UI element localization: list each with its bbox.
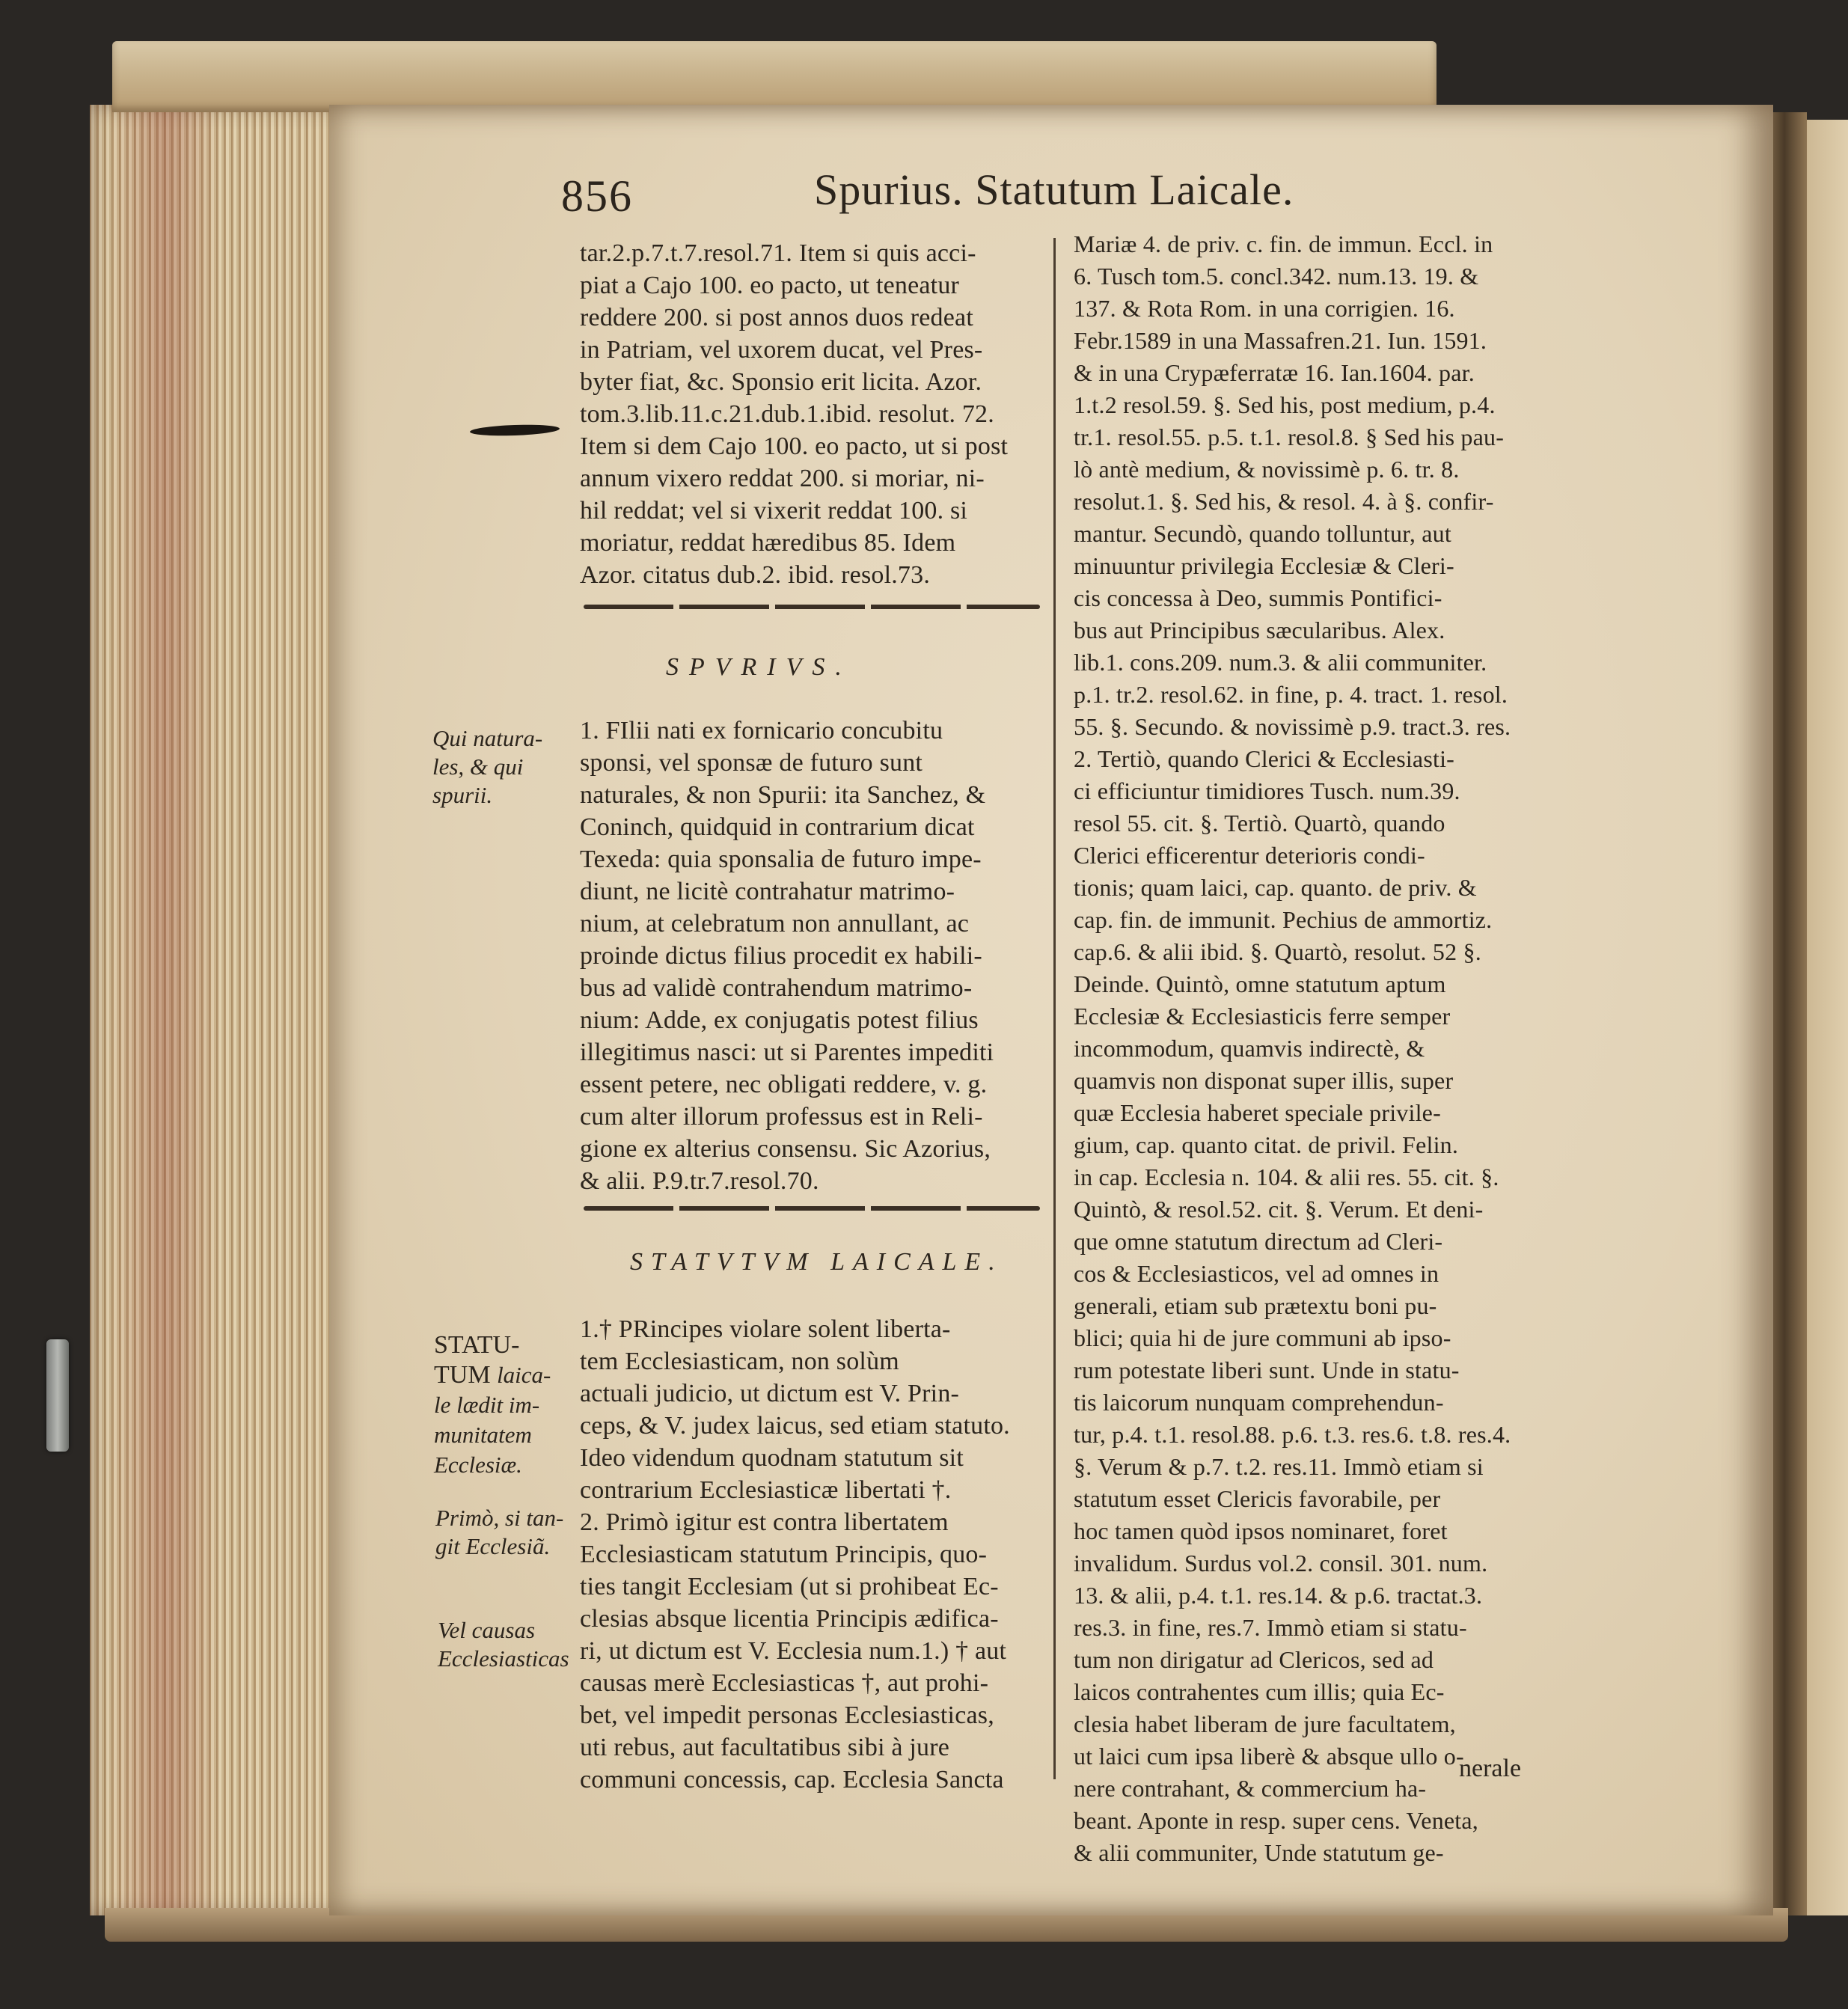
margin-note-line: Ecclesiæ. bbox=[434, 1452, 522, 1478]
text-line: Azor. citatus dub.2. ibid. resol.73. bbox=[580, 561, 931, 589]
text-line: in cap. Ecclesia n. 104. & alii res. 55. cit. §. bbox=[1074, 1163, 1499, 1190]
text-line: byter fiat, &c. Sponsio erit licita. Azor. bbox=[580, 368, 982, 396]
text-line: hoc tamen quòd ipsos nominaret, foret bbox=[1074, 1517, 1448, 1544]
text-line: tis laicorum nunquam comprehendun- bbox=[1074, 1389, 1444, 1416]
text-line: 1.t.2 resol.59. §. Sed his, post medium, p.4. bbox=[1074, 391, 1496, 418]
text-line: res.3. in fine, res.7. Immò etiam si statu- bbox=[1074, 1614, 1467, 1641]
text-line: Coninch, quidquid in contrarium dicat bbox=[580, 813, 975, 841]
right-column bbox=[1074, 228, 1538, 1869]
text-line: ceps, & V. judex laicus, sed etiam statuto. bbox=[580, 1412, 1010, 1440]
text-line: §. Verum & p.7. t.2. res.11. Immò etiam si bbox=[1074, 1453, 1484, 1480]
text-line: beant. Aponte in resp. super cens. Veneta, bbox=[1074, 1807, 1478, 1834]
text-line: Ecclesiæ & Ecclesiasticis ferre semper bbox=[1074, 1003, 1451, 1030]
text-line: tr.1. resol.55. p.5. t.1. resol.8. § Sed his pau- bbox=[1074, 423, 1505, 450]
running-head: Spurius. Statutum Laicale. bbox=[814, 165, 1294, 214]
text-line: actuali judicio, ut dictum est V. Prin- bbox=[580, 1380, 960, 1407]
text-line: & alii. P.9.tr.7.resol.70. bbox=[580, 1167, 819, 1195]
text-line: 1. FIlii nati ex fornicario concubitu bbox=[580, 717, 943, 744]
margin-note-line: Primò, si tan- bbox=[435, 1505, 564, 1531]
text-line: & alii communiter, Unde statutum ge- bbox=[1074, 1839, 1444, 1866]
book-top-edge bbox=[112, 41, 1437, 112]
text-line: bus ad validè contrahendum matrimo- bbox=[580, 974, 973, 1002]
section-heading-statutum: STATVTVM LAICALE. bbox=[630, 1248, 1003, 1276]
text-line: clesias absque licentia Principis ædifica- bbox=[580, 1605, 999, 1633]
text-line: lò antè medium, & novissimè p. 6. tr. 8. bbox=[1074, 456, 1460, 483]
text-line: 2. Tertiò, quando Clerici & Ecclesiasti- bbox=[1074, 745, 1455, 772]
text-line: moriatur, reddat hæredibus 85. Idem bbox=[580, 529, 956, 557]
margin-note-line: laica- bbox=[497, 1362, 551, 1388]
text-line: bus aut Principibus sæcularibus. Alex. bbox=[1074, 617, 1445, 643]
text-line: Texeda: quia sponsalia de futuro impe- bbox=[580, 846, 982, 873]
text-line: naturales, & non Spurii: ita Sanchez, & bbox=[580, 781, 986, 809]
text-line: mantur. Secundò, quando tolluntur, aut bbox=[1074, 520, 1451, 547]
margin-note-line: STATU- bbox=[434, 1331, 520, 1359]
margin-note-line: spurii. bbox=[432, 782, 493, 808]
text-line: Clerici efficerentur deterioris condi- bbox=[1074, 842, 1425, 869]
spurius-paragraph bbox=[580, 715, 1051, 1197]
margin-note-line: Ecclesiasticas bbox=[438, 1645, 569, 1672]
text-line: que omne statutum directum ad Cleri- bbox=[1074, 1228, 1443, 1255]
text-line: tom.3.lib.11.c.21.dub.1.ibid. resolut. 72. bbox=[580, 400, 994, 428]
margin-note-primo bbox=[435, 1504, 563, 1561]
text-line: 1.† PRincipes violare solent liberta- bbox=[580, 1315, 951, 1343]
page-edges bbox=[90, 105, 359, 1915]
text-line: quamvis non disponat super illis, super bbox=[1074, 1067, 1454, 1094]
text-line: Deinde. Quintò, omne statutum aptum bbox=[1074, 970, 1446, 997]
section-rule bbox=[584, 1206, 1040, 1211]
text-line: nium: Adde, ex conjugatis potest filius bbox=[580, 1006, 979, 1034]
text-line: 137. & Rota Rom. in una corrigien. 16. bbox=[1074, 295, 1455, 322]
page-number: 856 bbox=[561, 171, 633, 221]
text-line: lib.1. cons.209. num.3. & alii communiter. bbox=[1074, 649, 1487, 676]
text-line: cos & Ecclesiasticos, vel ad omnes in bbox=[1074, 1260, 1439, 1287]
text-line: laicos contrahentes cum illis; quia Ec- bbox=[1074, 1678, 1445, 1705]
text-line: incommodum, quamvis indirectè, & bbox=[1074, 1035, 1425, 1062]
metal-clasp bbox=[46, 1339, 69, 1452]
margin-note-line: le lædit im- bbox=[434, 1392, 540, 1418]
margin-note-line: git Ecclesiã. bbox=[435, 1533, 551, 1559]
text-line: Quintò, & resol.52. cit. §. Verum. Et deni- bbox=[1074, 1196, 1484, 1223]
text-line: nere contrahant, & commercium ha- bbox=[1074, 1775, 1427, 1802]
text-line: tionis; quam laici, cap. quanto. de priv. & bbox=[1074, 874, 1477, 901]
margin-note-line: TUM bbox=[434, 1361, 491, 1389]
text-line: illegitimus nasci: ut si Parentes impediti bbox=[580, 1039, 994, 1066]
text-line: causas merè Ecclesiasticas †, aut prohi- bbox=[580, 1669, 989, 1697]
left-column bbox=[580, 237, 1051, 591]
text-line: communi concessis, cap. Ecclesia Sancta bbox=[580, 1766, 1004, 1794]
section-heading-spurius: SPVRIVS. bbox=[666, 653, 852, 681]
text-line: generali, etiam sub prætextu boni pu- bbox=[1074, 1292, 1437, 1319]
column-divider bbox=[1053, 238, 1056, 1779]
text-line: cum alter illorum professus est in Reli- bbox=[580, 1103, 983, 1131]
text-line: tar.2.p.7.t.7.resol.71. Item si quis acci- bbox=[580, 239, 976, 267]
text-line: diunt, ne licitè contrahatur matrimo- bbox=[580, 878, 955, 905]
text-line: tur, p.4. t.1. resol.88. p.6. t.3. res.6. t.8. res.4. bbox=[1074, 1421, 1511, 1448]
text-line: piat a Cajo 100. eo pacto, ut teneatur bbox=[580, 272, 960, 299]
text-line: resolut.1. §. Sed his, & resol. 4. à §. confir- bbox=[1074, 488, 1494, 515]
text-line: cap.6. & alii ibid. §. Quartò, resolut. 52 §. bbox=[1074, 938, 1481, 965]
text-line: proinde dictus filius procedit ex habili- bbox=[580, 942, 982, 970]
text-line: bet, vel impedit personas Ecclesiasticas, bbox=[580, 1701, 994, 1729]
margin-note-line: munitatem bbox=[434, 1422, 532, 1448]
text-line: ci efficiuntur timidiores Tusch. num.39. bbox=[1074, 777, 1460, 804]
margin-note-line: les, & qui bbox=[432, 753, 524, 780]
text-line: cap. fin. de immunit. Pechius de ammortiz. bbox=[1074, 906, 1493, 933]
text-line: resol 55. cit. §. Tertiò. Quartò, quando bbox=[1074, 810, 1445, 837]
margin-note-line: Vel causas bbox=[438, 1617, 536, 1643]
text-line: Ecclesiasticam statutum Principis, quo- bbox=[580, 1541, 988, 1568]
text-line: clesia habet liberam de jure facultatem, bbox=[1074, 1710, 1456, 1737]
text-line: Mariæ 4. de priv. c. fin. de immun. Eccl. in bbox=[1074, 230, 1493, 257]
text-line: essent petere, nec obligati reddere, v. g. bbox=[580, 1071, 988, 1098]
text-line: tem Ecclesiasticam, non solùm bbox=[580, 1348, 899, 1375]
text-line: invalidum. Surdus vol.2. consil. 301. num. bbox=[1074, 1550, 1488, 1577]
text-line: hil reddat; vel si vixerit reddat 100. si bbox=[580, 497, 968, 525]
text-line: ut laici cum ipsa liberè & absque ullo o- bbox=[1074, 1743, 1464, 1770]
text-line: blici; quia hi de jure communi ab ipso- bbox=[1074, 1324, 1451, 1351]
margin-note-line: Qui natura- bbox=[432, 725, 543, 751]
text-line: rum potestate liberi sunt. Unde in statu- bbox=[1074, 1357, 1460, 1383]
text-line: gione ex alterius consensu. Sic Azorius, bbox=[580, 1135, 991, 1163]
text-line: quæ Ecclesia haberet speciale privile- bbox=[1074, 1099, 1441, 1126]
text-line: ri, ut dictum est V. Ecclesia num.1.) † aut bbox=[580, 1637, 1007, 1665]
statutum-paragraph bbox=[580, 1313, 1051, 1796]
section-rule bbox=[584, 605, 1040, 609]
catchword: nerale bbox=[1459, 1755, 1522, 1782]
text-line: uti rebus, aut facultatibus sibi à jure bbox=[580, 1734, 950, 1761]
text-line: cis concessa à Deo, summis Pontifici- bbox=[1074, 584, 1442, 611]
text-line: contrarium Ecclesiasticæ libertati †. bbox=[580, 1476, 952, 1504]
text-line: reddere 200. si post annos duos redeat bbox=[580, 304, 973, 331]
margin-note-natural-children bbox=[432, 724, 542, 810]
margin-note-causas bbox=[438, 1616, 569, 1673]
text-line: in Patriam, vel uxorem ducat, vel Pres- bbox=[580, 336, 983, 364]
text-line: 6. Tusch tom.5. concl.342. num.13. 19. & bbox=[1074, 263, 1479, 290]
text-line: 55. §. Secundo. & novissimè p.9. tract.3. res. bbox=[1074, 713, 1511, 740]
text-line: nium, at celebratum non annullant, ac bbox=[580, 910, 970, 938]
text-line: Item si dem Cajo 100. eo pacto, ut si post bbox=[580, 432, 1009, 460]
text-line: sponsi, vel sponsæ de futuro sunt bbox=[580, 749, 923, 777]
text-line: 13. & alii, p.4. t.1. res.14. & p.6. tractat.3. bbox=[1074, 1582, 1483, 1609]
text-line: p.1. tr.2. resol.62. in fine, p. 4. tract. 1. resol. bbox=[1074, 681, 1508, 708]
text-line: Febr.1589 in una Massafren.21. Iun. 1591. bbox=[1074, 327, 1487, 354]
margin-note-statutum bbox=[434, 1330, 551, 1480]
text-line: minuuntur privilegia Ecclesiæ & Cleri- bbox=[1074, 552, 1454, 579]
text-line: tum non dirigatur ad Clericos, sed ad bbox=[1074, 1646, 1434, 1673]
text-line: & in una Crypæferratæ 16. Ian.1604. par. bbox=[1074, 359, 1475, 386]
text-line: 2. Primò igitur est contra libertatem bbox=[580, 1508, 949, 1536]
text-line: annum vixero reddat 200. si moriar, ni- bbox=[580, 465, 985, 492]
text-line: gium, cap. quanto citat. de privil. Felin. bbox=[1074, 1131, 1459, 1158]
text-line: statutum esset Clericis favorabile, per bbox=[1074, 1485, 1441, 1512]
text-line: ties tangit Ecclesiam (ut si prohibeat Ec- bbox=[580, 1573, 999, 1600]
text-line: Ideo videndum quodnam statutum sit bbox=[580, 1444, 964, 1472]
